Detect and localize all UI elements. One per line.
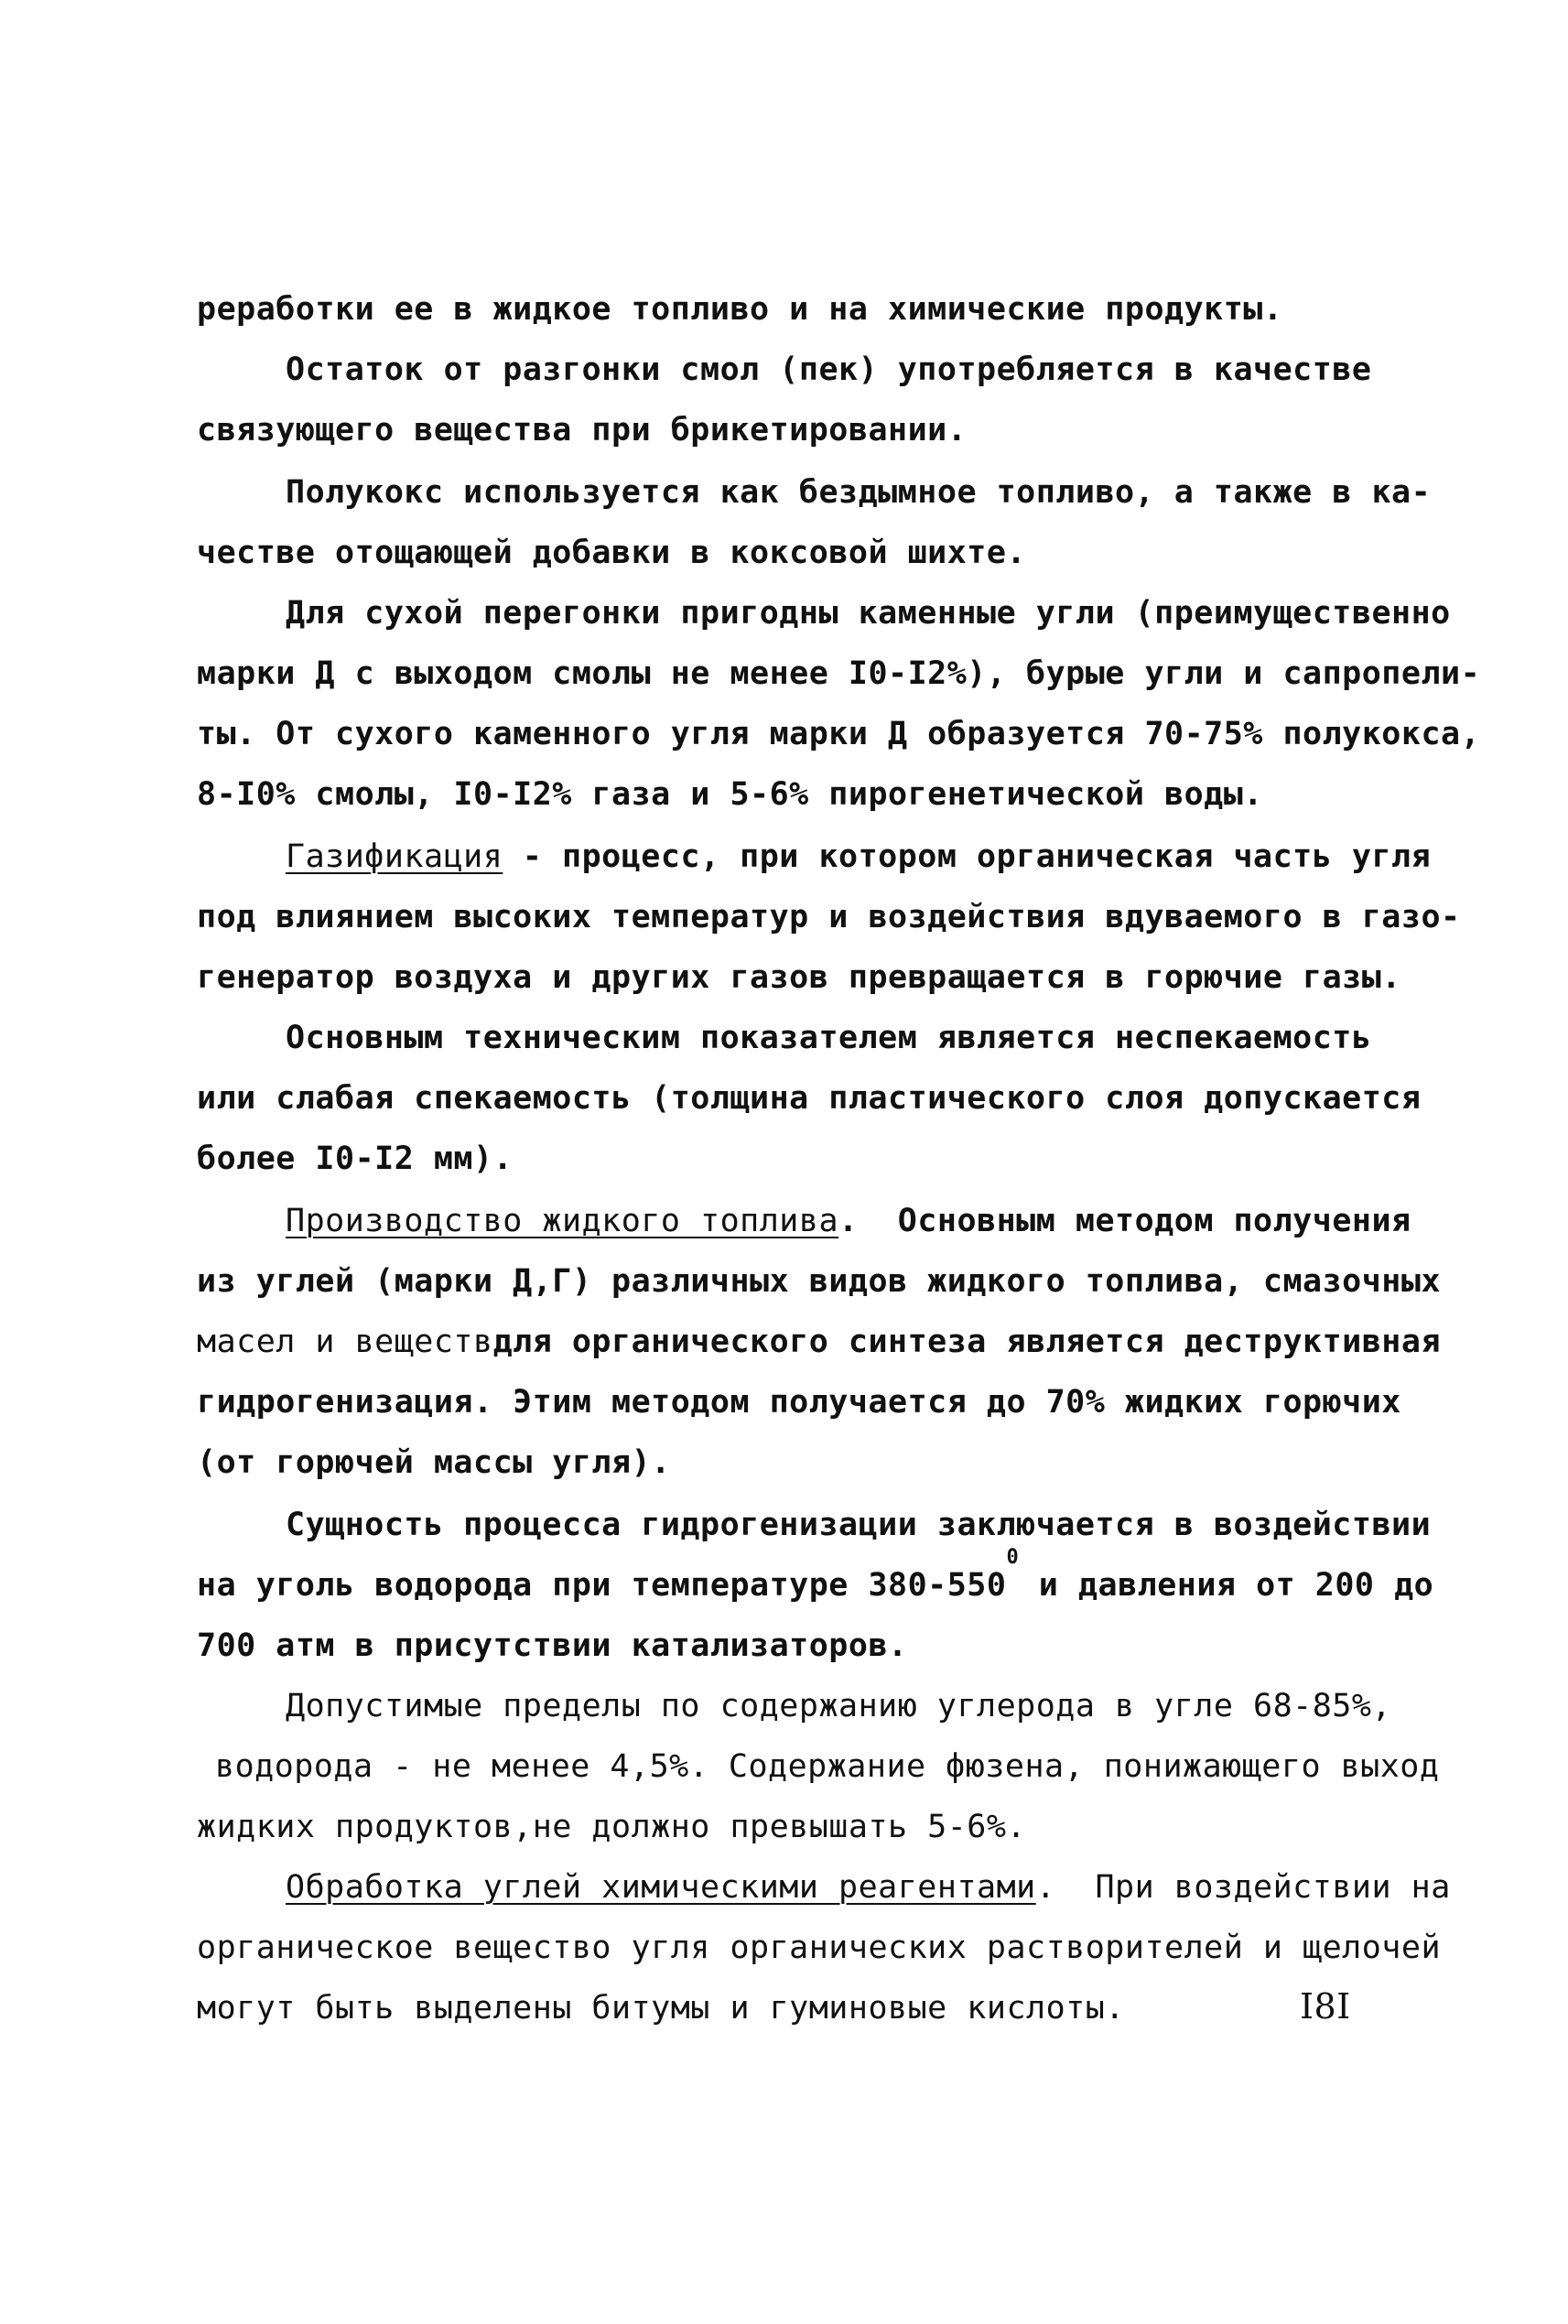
text-line-29: могут быть выделены битумы и гуминовые кислоты. [197,1990,1125,2027]
text-line-10: процесс, при котором органическая часть угля [562,838,1432,875]
text-line-21: Сущность процесса гидрогенизации заключается в воздействии [286,1507,1432,1543]
liquid-fuel-paragraph-start [286,1203,1411,1239]
text-line-22-wrap [197,1546,1434,1604]
text-line-4: Полукокс используется как бездымное топливо, а также в ка- [286,474,1432,511]
heading-chemical: Обработка углей химическими реагентами [286,1869,1036,1906]
text-line-8: ты. От сухого каменного угля марки Д образуется 70-75% полукокса, [197,716,1481,752]
text-line-27: При воздействии на [1095,1869,1451,1906]
text-line-20: (от горючей массы угля). [197,1444,671,1481]
heading-liquid-fuel-tail: . [838,1203,859,1239]
heading-gasification-dash: - [503,838,563,875]
gasification-paragraph-start [286,838,1431,875]
text-line-5: честве отощающей добавки в коксовой шихте. [197,535,1027,571]
text-line-26: жидких продуктов,не должно превышать 5-6%. [197,1809,1027,1845]
text-line-6: Для сухой перегонки пригодны каменные угли (преимущественно [286,595,1451,632]
text-line-22b: и давления от 200 до [1038,1567,1434,1604]
text-line-24: Допустимые пределы по содержанию углерода в угле 68-85%, [286,1688,1392,1724]
text-line-19: гидрогенизация. Этим методом получается до 70% жидких горючих [197,1384,1401,1421]
text-line-12: генератор воздуха и других газов превращается в горючие газы. [197,959,1401,996]
text-line-23: 700 атм в присутствии катализаторов. [197,1627,908,1664]
text-line-22a: на уголь водорода при температуре 380-550 [197,1567,1007,1604]
text-line-11: под влиянием высоких температур и воздействия вдуваемого в газо- [197,899,1461,935]
text-line-18b: для органического синтеза является деструктивная [492,1324,1442,1360]
chemical-paragraph-start [286,1869,1451,1906]
text-line-2: Остаток от разгонки смол (пек) употребляется в качестве [286,351,1372,388]
heading-gasification: Газификация [286,838,503,875]
text-line-25: водорода - не менее 4,5%. Содержание фюзена, понижающего выход [215,1748,1440,1785]
text-line-3: связующего вещества при брикетировании. [197,412,968,449]
text-line-16: Основным методом получения [897,1203,1411,1239]
page-number: I8I [1300,1986,1351,2027]
text-line-14: или слабая спекаемость (толщина пластического слоя допускается [197,1080,1422,1117]
text-line-18-wrap [197,1324,1441,1360]
text-line-1: реработки ее в жидкое топливо и на химические продукты. [197,291,1283,328]
text-line-28: органическое вещество угля органических растворителей и щелочей [197,1929,1442,1966]
text-line-13: Основным техническим показателем является неспекаемость [286,1020,1372,1056]
heading-liquid-fuel: Производство жидкого топлива [286,1203,839,1239]
text-line-18a: масел и веществ [197,1324,493,1360]
text-line-7: марки Д с выходом смолы не менее I0-I2%), бурые угли и сапропели- [197,655,1481,692]
text-line-17: из углей (марки Д,Г) различных видов жидкого топлива, смазочных [197,1263,1442,1300]
heading-chemical-tail: . [1035,1869,1056,1906]
degree-superscript: 0 [1006,1546,1020,1569]
text-line-9: 8-I0% смолы, I0-I2% газа и 5-6% пирогенетической воды. [197,776,1263,813]
text-line-15: более I0-I2 мм). [197,1140,514,1177]
